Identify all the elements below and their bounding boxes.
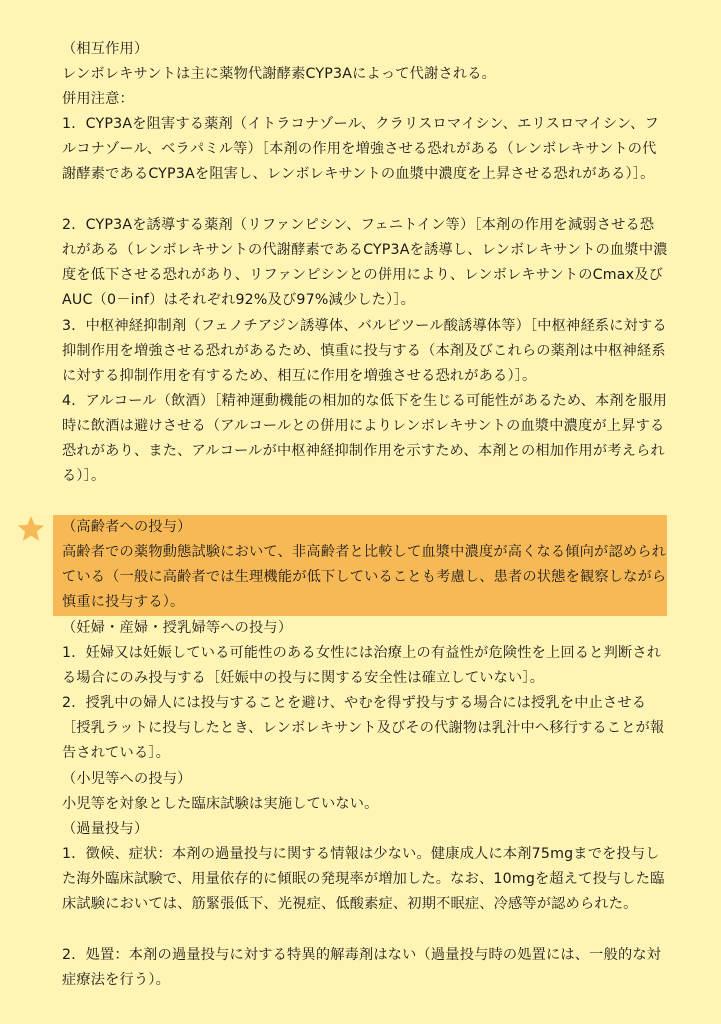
interaction-item: 1．CYP3Aを阻害する薬剤（イトラコナゾール、クラリスロマイシン、エリスロマイシン、フルコナゾール、ベラパミル等）［本剤の作用を増強させる恐れがある（レンボレキサントの代謝酵素であるCYP3Aを阻害し、レンボレキサントの血漿中濃度を上昇させる恐れがある）］。 <box>62 116 659 182</box>
overdose-item: 1．徴候、症状：本剤の過量投与に関する情報は少ない。健康成人に本剤75mgまでを投与した海外臨床試験で、用量依存的に傾眠の発現率が増加した。なお、10mgを超えて投与した臨床試験においては、筋緊張低下、光視症、低酸素症、初期不眠症、冷感等が認められた。 <box>62 846 665 912</box>
interaction-item: 2．CYP3Aを誘導する薬剤（リファンピシン、フェニトイン等）［本剤の作用を減弱させる恐れがある（レンボレキサントの代謝酵素であるCYP3Aを誘導し、レンボレキサントの血漿中濃度を低下させる恐れがあり、リファンピシンとの併用により、レンボレキサントのCmax及びAUC（0－inf）はそれぞれ92%及び97%減少した）］。 <box>62 217 668 308</box>
interactions-heading: （相互作用） <box>62 41 149 57</box>
interactions-intro: レンボレキサントは主に薬物代謝酵素CYP3Aによって代謝される。 <box>62 66 497 82</box>
pregnancy-heading: （妊婦・産婦・授乳婦等への投与） <box>62 620 293 636</box>
caution-label: 併用注意： <box>62 91 134 107</box>
pregnancy-item: 1．妊婦又は妊娠している可能性のある女性には治療上の有益性が危険性を上回ると判断される場合にのみ投与する［妊娠中の投与に関する安全性は確立していない］。 <box>62 645 662 686</box>
star-icon <box>16 514 46 544</box>
overdose-heading: （過量投与） <box>62 821 149 837</box>
interaction-item: 3．中枢神経抑制剤（フェノチアジン誘導体、バルビツール酸誘導体等）［中枢神経系に対する抑制作用を増強させる恐れがあるため、慎重に投与する（本剤及びこれらの薬剤は中枢神経系に対する抑制作用を有するため、相互に作用を増強させる恐れがある）］。 <box>62 318 667 384</box>
elderly-heading: （高齢者への投与） <box>62 519 192 535</box>
overdose-item: 2．処置：本剤の過量投与に対する特異的解毒剤はない（過量投与時の処置には、一般的な対症療法を行う）。 <box>62 947 662 988</box>
elderly-text: 高齢者での薬物動態試験において、非高齢者と比較して血漿中濃度が高くなる傾向が認められている（一般に高齢者では生理機能が低下していることも考慮し、患者の状態を観察しながら慎重に投与する）。 <box>62 544 667 610</box>
pregnancy-item: 2．授乳中の婦人には投与することを避け、やむを得ず投与する場合には授乳を中止させる［授乳ラットに投与したとき、レンボレキサント及びその代謝物は乳汁中へ移行することが報告されている］。 <box>62 695 665 761</box>
pediatric-heading: （小児等への投与） <box>62 771 192 787</box>
pediatric-text: 小児等を対象とした臨床試験は実施していない。 <box>62 796 379 812</box>
interaction-item: 4．アルコール（飲酒）［精神運動機能の相加的な低下を生じる可能性があるため、本剤を服用時に飲酒は避けさせる（アルコールとの併用によりレンボレキサントの血漿中濃度が上昇する恐れがあり、また、アルコールが中枢神経抑制作用を示すため、本剤との相加作用が考えられる）］。 <box>62 393 667 484</box>
